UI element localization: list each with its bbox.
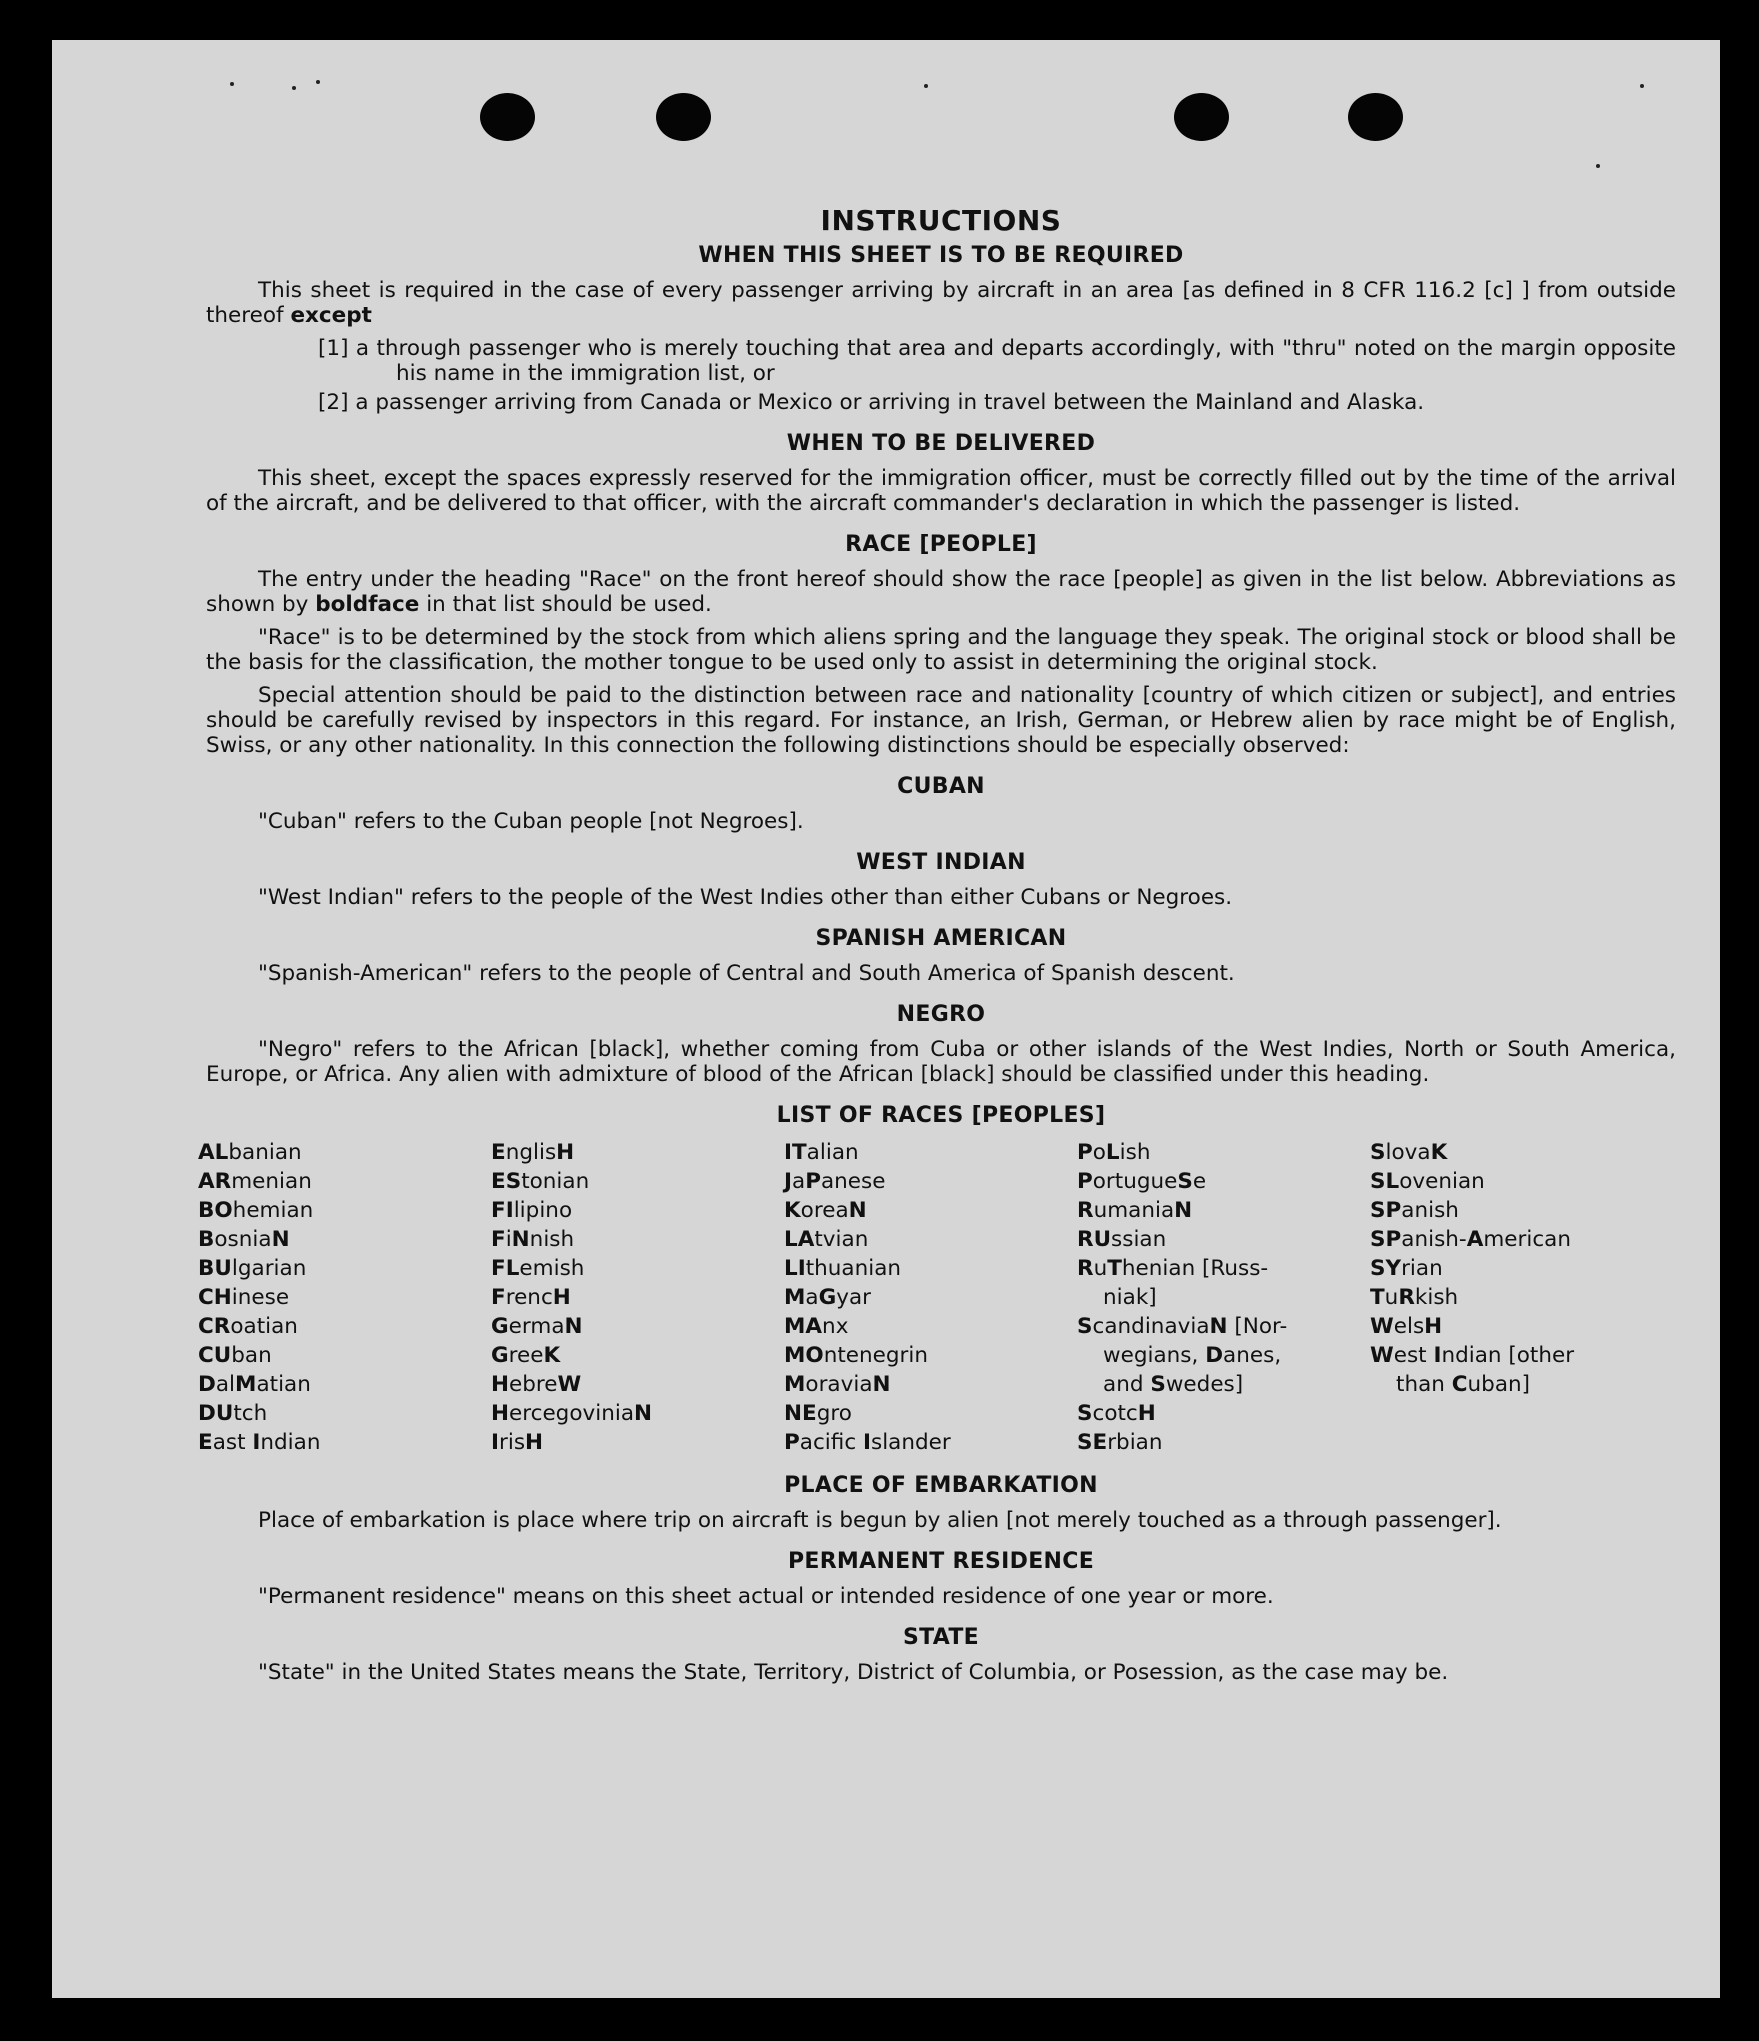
race-entry: RumaniaN [1077,1198,1193,1223]
race-entry: BOhemian [198,1198,314,1223]
race-entry: ITalian [784,1140,859,1165]
punch-hole [480,93,535,141]
race-entry: ARmenian [198,1169,312,1194]
when-delivered-heading: WHEN TO BE DELIVERED [786,431,1096,456]
race-entry: FLemish [491,1256,585,1281]
race-column [1077,1138,1370,1457]
race-entry: HebreW [491,1372,582,1397]
exception-item-2: [2] a passenger arriving from Canada or Mexico or arriving in travel between the Mainland and Alaska. [318,390,1425,415]
race-entry: NEgro [784,1401,852,1426]
scan-speck [292,86,296,90]
race-entry: SYrian [1370,1256,1443,1281]
race-entry: HercegoviniaN [491,1401,653,1426]
race-entry: East Indian [198,1430,321,1455]
race-entry: ScandinaviaN [Nor- [1077,1314,1288,1339]
scan-speck [230,82,234,86]
race-paragraph-2: "Race" is to be determined by the stock from which aliens spring and the language they speak. The original stock or blood shall be the basis for the classification, the mother tongue to be used only to assist in determining the original stock. [206,625,1676,675]
race-entry: RUssian [1077,1227,1167,1252]
permanent-residence-heading: PERMANENT RESIDENCE [787,1549,1095,1574]
race-entry: niak] [1103,1285,1157,1310]
race-paragraph-1: The entry under the heading "Race" on the front hereof should show the race [people] as given in the list below. Abbreviations as shown by boldface in that list should be used. [206,567,1676,617]
list-of-races [198,1138,1676,1457]
race-entry: SlovaK [1370,1140,1448,1165]
race-entry: RuThenian [Russ- [1077,1256,1269,1281]
race-entry: Pacifc Islander [784,1430,951,1455]
race-entry: DUtch [198,1401,268,1426]
race-entry: EStonian [491,1169,590,1194]
cuban-definition: "Cuban" refers to the Cuban people [not Negroes]. [258,809,804,834]
race-column [1370,1138,1663,1457]
race-entry: MoraviaN [784,1372,891,1397]
race-entry: SErbian [1077,1430,1163,1455]
negro-heading: NEGRO [896,1002,986,1027]
embarkation-text: Place of embarkation is place where trip on aircraft is begun by alien [not merely touched as a through passenger]. [258,1508,1502,1533]
race-column [198,1138,491,1457]
instructions-content [198,204,1677,1691]
race-entry: KoreaN [784,1198,867,1223]
race-entry: GreeK [491,1343,561,1368]
race-entry: GermaN [491,1314,583,1339]
negro-definition: "Negro" refers to the African [black], whether coming from Cuba or other islands of the West Indies, North or South America, Europe, or Africa. Any alien with admixture of blood of the African [black] should be classified under this heading. [206,1037,1676,1087]
race-entry: JaPanese [784,1169,886,1194]
scan-speck [924,84,928,88]
race-entry: LIthuanian [784,1256,902,1281]
spanish-american-definition: "Spanish-American" refers to the people of Central and South America of Spanish descent. [258,961,1235,986]
list-of-races-heading: LIST OF RACES [PEOPLES] [776,1103,1106,1128]
scan-speck [1640,84,1644,88]
spanish-american-heading: SPANISH AMERICAN [815,926,1067,951]
punch-hole [1174,93,1229,141]
race-entry: LAtvian [784,1227,869,1252]
page-title: INSTRUCTIONS [820,204,1062,237]
race-entry: than Cuban] [1396,1372,1531,1397]
race-entry: CHinese [198,1285,290,1310]
race-entry: DalMatian [198,1372,311,1397]
scan-speck [1596,164,1600,168]
punch-hole [656,93,711,141]
race-entry: SPanish [1370,1198,1459,1223]
race-column [784,1138,1077,1457]
race-entry: ALbanian [198,1140,302,1165]
exception-item-1: [1] a through passenger who is merely touching that area and departs accordingly, with "thru" noted on the margin opposite his name in the immigration list, or [318,336,1677,386]
west-indian-definition: "West Indian" refers to the people of the West Indies other than either Cubans or Negroes. [258,885,1233,910]
when-delivered-text: This sheet, except the spaces expressly reserved for the immigration officer, must be correctly filled out by the time of the arrival of the aircraft, and be delivered to that officer, with the aircraft commander's declaration in which the passenger is listed. [206,466,1676,516]
cuban-heading: CUBAN [897,774,985,799]
race-entry: FiNnish [491,1227,575,1252]
permanent-residence-text: "Permanent residence" means on this sheet actual or intended residence of one year or more. [258,1584,1274,1609]
west-indian-heading: WEST INDIAN [856,850,1026,875]
race-entry: WelsH [1370,1314,1443,1339]
race-entry: ScotcH [1077,1401,1156,1426]
race-entry: MAnx [784,1314,849,1339]
race-entry: and Swedes] [1103,1372,1244,1397]
race-entry: MaGyar [784,1285,872,1310]
race-entry: IrisH [491,1430,544,1455]
state-heading: STATE [903,1625,979,1650]
document-page [52,40,1720,1998]
race-entry: PoLish [1077,1140,1151,1165]
race-entry: MOntenegrin [784,1343,928,1368]
race-entry: CRoatian [198,1314,298,1339]
race-entry: SLovenian [1370,1169,1485,1194]
race-entry: West Indian [other [1370,1343,1575,1368]
embarkation-heading: PLACE OF EMBARKATION [784,1473,1098,1498]
race-entry: FIlipino [491,1198,573,1223]
state-text: "State" in the United States means the State, Territory, District of Columbia, or Posession, as the case may be. [258,1660,1449,1685]
race-entry: EnglisH [491,1140,575,1165]
race-entry: FrencH [491,1285,571,1310]
race-heading: RACE [PEOPLE] [845,532,1037,557]
race-entry: TuRkish [1370,1285,1459,1310]
race-paragraph-3: Special attention should be paid to the distinction between race and nationality [country of which citizen or subject], and entries should be carefully revised by inspectors in this regard. For instance, an Irish, German, or Hebrew alien by race might be of English, Swiss, or any other nationality. In this connection the following distinctions should be especially observed: [206,683,1676,758]
when-required-heading: WHEN THIS SHEET IS TO BE REQUIRED [698,243,1184,268]
race-column [491,1138,784,1457]
race-entry: PortugueSe [1077,1169,1207,1194]
punch-hole [1348,93,1403,141]
race-entry: CUban [198,1343,272,1368]
scan-speck [316,80,320,84]
race-entry: SPanish-American [1370,1227,1571,1252]
race-entry: wegians, Danes, [1103,1343,1282,1368]
when-required-intro: This sheet is required in the case of every passenger arriving by aircraft in an area [as defined in 8 CFR 116.2 [c] ] from outside thereof except [206,278,1676,328]
race-entry: BosniaN [198,1227,290,1252]
race-entry: BUlgarian [198,1256,307,1281]
